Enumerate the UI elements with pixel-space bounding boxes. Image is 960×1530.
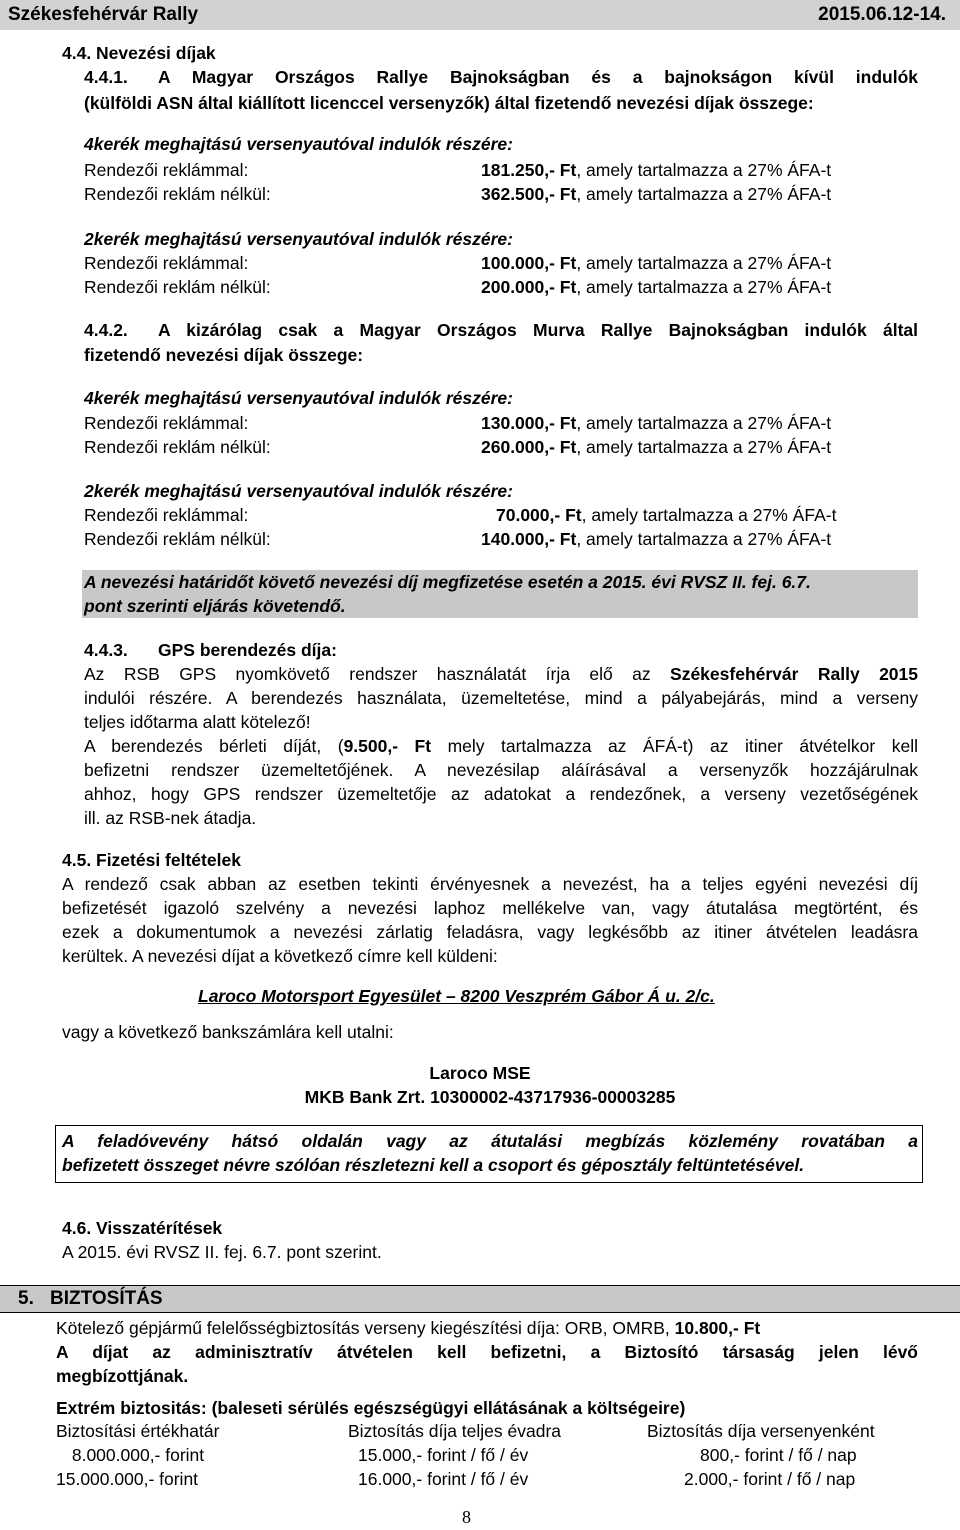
group-4wd-heading: 4kerék meghajtású versenyautóval indulók részére: — [84, 388, 513, 408]
payment-line1: A rendező csak abban az esetben tekinti érvényesnek a nevezést, ha a teljes egyéni nevezési díj — [62, 874, 918, 894]
fee-label-without-ads: Rendezői reklám nélkül: — [84, 277, 271, 297]
fee-label-without-ads: Rendezői reklám nélkül: — [84, 529, 271, 549]
group-2wd-heading: 2kerék meghajtású versenyautóval indulók részére: — [84, 229, 513, 249]
late-entry-note-line2: pont szerinti eljárás követendő. — [84, 596, 346, 616]
extreme-insurance-heading: Extrém biztositás: (baleseti sérülés egészségügyi ellátásának a költségeire) — [56, 1398, 686, 1418]
fee-suffix: , amely tartalmazza a 27% ÁFA-t — [581, 505, 837, 525]
page-number: 8 — [462, 1507, 471, 1527]
table-header-cell: Biztosítás díja versenyenként — [647, 1421, 875, 1441]
transfer-note-line1: A feladóvevény hátsó oldalán vagy az átutalási megbízás közlemény rovatában a — [62, 1131, 918, 1151]
fee-suffix: , amely tartalmazza a 27% ÁFA-t — [576, 160, 832, 180]
gps-line1 — [84, 664, 918, 685]
fee-label-with-ads: Rendezői reklámmal: — [84, 413, 249, 433]
section-number-4-6: 4.6. — [62, 1218, 92, 1238]
section-title-5: BIZTOSÍTÁS — [50, 1288, 163, 1309]
gps-line5: befizetni rendszer üzemeltetőjének. A nevezésilap aláírásával a versenyzők hozzájárulnak — [84, 760, 918, 780]
fee-label-with-ads: Rendezői reklámmal: — [84, 505, 249, 525]
header-date: 2015.06.12-14. — [818, 4, 946, 25]
table-cell: 16.000,- forint / fő / év — [358, 1469, 529, 1489]
header-title: Székesfehérvár Rally — [8, 4, 199, 25]
insurance-fee: 10.800,- Ft — [674, 1318, 761, 1338]
subsection-442-line1: A kizárólag csak a Magyar Országos Murva Rallye Bajnokságban indulók által — [158, 320, 918, 340]
table-cell: 15.000.000,- forint — [56, 1469, 199, 1489]
fee-amount: 70.000,- Ft — [496, 505, 582, 525]
gps-line7: ill. az RSB-nek átadja. — [84, 808, 257, 828]
section-number-4-4: 4.4. — [62, 43, 92, 63]
subsection-number-4-4-1: 4.4.1. — [84, 67, 128, 87]
fee-amount: 140.000,- Ft — [481, 529, 577, 549]
fee-label-without-ads: Rendezői reklám nélkül: — [84, 437, 271, 457]
fee-label-with-ads: Rendezői reklámmal: — [84, 253, 249, 273]
table-cell: 2.000,- forint / fő / nap — [684, 1469, 856, 1489]
fee-label-without-ads: Rendezői reklám nélkül: — [84, 184, 271, 204]
event-name: Székesfehérvár Rally 2015 — [670, 664, 919, 684]
insurance-line1-text: Kötelező gépjármű felelősségbiztosítás verseny kiegészítési díja: ORB, OMRB, — [56, 1318, 675, 1338]
insurance-line2: A díjat az adminisztratív átvételen kell befizetni, a Biztosító társaság jelen lévő — [56, 1342, 918, 1362]
gps-line4 — [84, 736, 918, 757]
fee-suffix: , amely tartalmazza a 27% ÁFA-t — [576, 529, 832, 549]
section-title-4-5: Fizetési feltételek — [96, 850, 241, 870]
fee-label-with-ads: Rendezői reklámmal: — [84, 160, 249, 180]
subsection-443-title: GPS berendezés díja: — [158, 640, 337, 660]
section-number-4-5: 4.5. — [62, 850, 92, 870]
fee-suffix: , amely tartalmazza a 27% ÁFA-t — [576, 253, 832, 273]
bank-name: Laroco MSE — [429, 1063, 531, 1083]
fee-amount: 362.500,- Ft — [481, 184, 577, 204]
fee-amount: 130.000,- Ft — [481, 413, 577, 433]
gps-line3: teljes időtarma alatt kötelező! — [84, 712, 311, 732]
subsection-441-line1: A Magyar Országos Rallye Bajnokságban és a bajnokságon kívül indulók — [158, 67, 918, 87]
table-header-cell: Biztosítási értékhatár — [56, 1421, 220, 1441]
bank-intro: vagy a következő bankszámlára kell utalni: — [62, 1022, 394, 1042]
insurance-line3: megbízottjának. — [56, 1366, 189, 1386]
table-cell: 8.000.000,- forint — [71, 1445, 205, 1465]
late-entry-note-line1: A nevezési határidőt követő nevezési díj megfizetése esetén a 2015. évi RVSZ II. fej. 6.7. — [84, 572, 811, 592]
mailing-address: Laroco Motorsport Egyesület – 8200 Veszprém Gábor Á u. 2/c. — [198, 986, 715, 1006]
table-header-cell: Biztosítás díja teljes évadra — [348, 1421, 562, 1441]
gps-line1-text: Az RSB GPS nyomkövető rendszer használatát írja elő az — [84, 664, 651, 684]
fee-suffix: , amely tartalmazza a 27% ÁFA-t — [576, 437, 832, 457]
fee-amount: 181.250,- Ft — [481, 160, 577, 180]
section-number-5: 5. — [18, 1288, 34, 1309]
payment-line3: ezek a dokumentumok a nevezési zárlatig feladásra, vagy legkésőbb az itiner átvételen leadásra — [62, 922, 918, 942]
payment-line4: kerültek. A nevezési díjat a következő címre kell küldeni: — [62, 946, 498, 966]
payment-line2: befizetését igazoló szelvény a nevezési laphoz mellékelve van, vagy átutalása megtörtént, és — [62, 898, 918, 918]
subsection-number-4-4-3: 4.4.3. — [84, 640, 128, 660]
group-2wd-heading: 2kerék meghajtású versenyautóval indulók részére: — [84, 481, 513, 501]
fee-amount: 200.000,- Ft — [481, 277, 577, 297]
transfer-note-line2: befizetett összeget névre szólóan részletezni kell a csoport és géposztály feltüntetésével. — [62, 1155, 805, 1175]
section-title-4-6: Visszatérítések — [96, 1218, 223, 1238]
gps-line2: indulói részére. A berendezés használata, üzemeltetése, mind a pályabejárás, mind a verseny — [84, 688, 918, 708]
table-cell: 15.000,- forint / fő / év — [358, 1445, 529, 1465]
fee-suffix: , amely tartalmazza a 27% ÁFA-t — [576, 184, 832, 204]
table-cell: 800,- forint / fő / nap — [700, 1445, 857, 1465]
subsection-number-4-4-2: 4.4.2. — [84, 320, 128, 340]
gps-rental-fee: 9.500,- Ft — [343, 736, 432, 756]
insurance-line1 — [56, 1318, 760, 1339]
fee-amount: 260.000,- Ft — [481, 437, 577, 457]
group-4wd-heading: 4kerék meghajtású versenyautóval indulók részére: — [84, 134, 513, 154]
fee-amount: 100.000,- Ft — [481, 253, 577, 273]
fee-suffix: , amely tartalmazza a 27% ÁFA-t — [576, 413, 832, 433]
gps-line6: ahhoz, hogy GPS rendszer üzemeltetője az adatokat a rendezőnek, a verseny vezetőségének — [84, 784, 918, 804]
section-title-4-4: Nevezési díjak — [96, 43, 216, 63]
bank-account: MKB Bank Zrt. 10300002-43717936-00003285 — [304, 1087, 676, 1107]
fee-suffix: , amely tartalmazza a 27% ÁFA-t — [576, 277, 832, 297]
gps-line4-text: mely tartalmazza az ÁFÁ-t) az itiner átvételkor kell — [431, 736, 918, 756]
refund-text: A 2015. évi RVSZ II. fej. 6.7. pont szerint. — [62, 1242, 382, 1262]
gps-line4-text: A berendezés bérleti díját, ( — [84, 736, 344, 756]
subsection-442-line2: fizetendő nevezési díjak összege: — [84, 345, 364, 365]
subsection-441-line2: (külföldi ASN által kiállított licenccel versenyzők) által fizetendő nevezési díjak összege: — [84, 93, 814, 113]
